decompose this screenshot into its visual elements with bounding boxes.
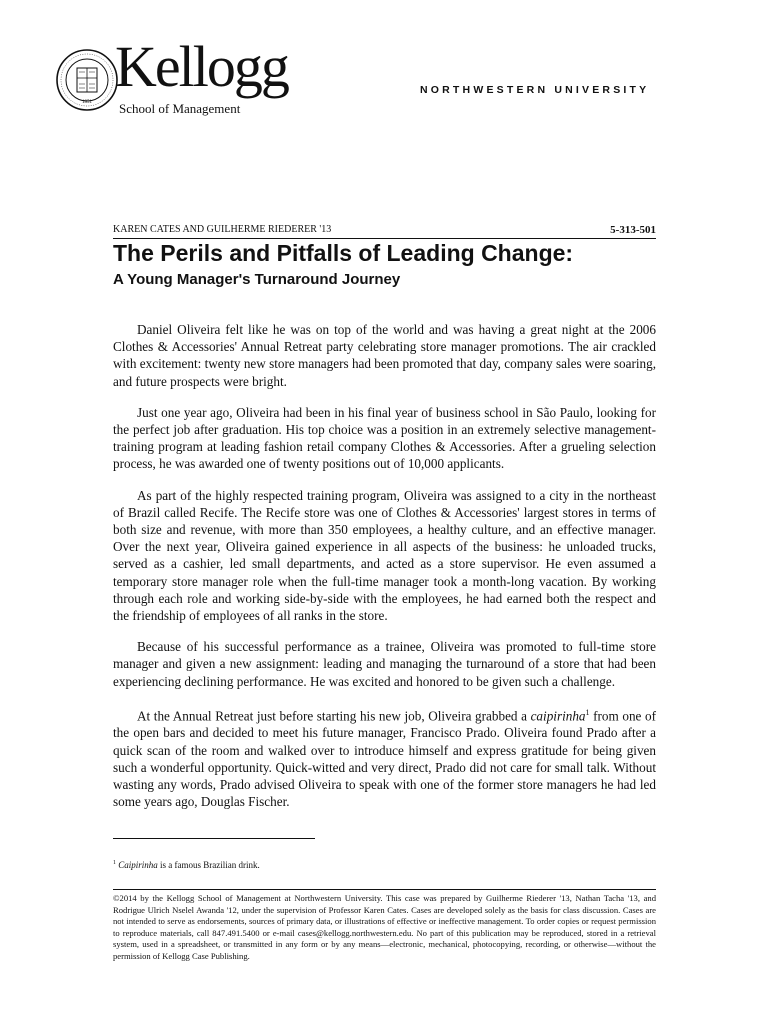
footnote	[113, 860, 656, 870]
brand-wordmark: Kellogg	[115, 34, 288, 99]
paragraph-5-after: from one of the open bars and decided to meet his future manager, Francisco Prado. Oliveira found Prado after a quick scan of the room and walked over to introduce himself and express gratitude for being given such a wonderful opportunity. Quick-witted and very direct, Prado did not care for small talk. Without wasting any words, Prado advised Oliveira to speak with one of the former store managers he had led some years ago, Douglas Fischer.	[113, 708, 656, 810]
paragraph-3: As part of the highly respected training program, Oliveira was assigned to a city in the northeast of Brazil called Recife. The Recife store was one of Clothes & Accessories' largest stores in terms of both size and revenue, with more than 350 employees, a healthy culture, and an effective manager. Over the next year, Oliveira gained experience in all aspects of the business: he unloaded trucks, served as a cashier, led small departments, and acted as a store supervisor. He even assumed a temporary store manager role when the full-time manager took a month-long vacation. By working through each role and working side-by-side with the employees, he had earned both the respect and the friendship of employees of all ranks in the store.	[113, 487, 656, 624]
footnote-divider	[113, 838, 315, 839]
footnote-ref[interactable]: 1	[585, 707, 590, 717]
copyright-notice: ©2014 by the Kellogg School of Management at Northwestern University. This case was prepared by Guilherme Riederer '13, Nathan Tacha '13, and Rodrigue Ulrich Nselel Awanda '12, under the supervision of Professor Karen Cates. Cases are developed solely as the basis for class discussion. Cases are not intended to serve as endorsements, sources of primary data, or illustrations of effective or ineffective management. To order copies or request permission to reproduce materials, call 847.491.5400 or e-mail cases@kellogg.northwestern.edu. No part of this publication may be reproduced, stored in a retrieval system, used in a spreadsheet, or transmitted in any form or by any means—electronic, mechanical, photocopying, recording, or otherwise—without the permission of Kellogg Case Publishing.	[113, 889, 656, 962]
author-line	[113, 224, 656, 239]
footnote-text: is a famous Brazilian drink.	[157, 860, 260, 870]
university-name: NORTHWESTERN UNIVERSITY	[420, 84, 650, 96]
paragraph-5-before: At the Annual Retreat just before starting his new job, Oliveira grabbed a	[137, 708, 531, 724]
case-number: 5-313-501	[610, 224, 656, 236]
paragraph-2: Just one year ago, Oliveira had been in his final year of business school in São Paulo, looking for the perfect job after graduation. His top choice was a position in an extremely selective management-training program at leading fashion retail company Clothes & Accessories. After a grueling selection process, he was awarded one of twenty positions out of 10,000 applicants.	[113, 404, 656, 472]
case-authors: KAREN CATES AND GUILHERME RIEDERER '13	[113, 224, 332, 235]
case-title: The Perils and Pitfalls of Leading Change:	[113, 240, 574, 266]
paragraph-1: Daniel Oliveira felt like he was on top of the world and was having a great night at the 2006 Clothes & Accessories' Annual Retreat party celebrating store manager promotions. The air crackled with excitement: twenty new store managers had been promoted that day, company sales were soaring, and future prospects were bright.	[113, 322, 656, 389]
brand-subtitle: School of Management	[119, 101, 241, 116]
svg-text:1851: 1851	[82, 100, 92, 105]
kellogg-logo	[55, 34, 295, 124]
footnote-term: Caipirinha	[118, 860, 158, 870]
northwestern-seal-icon	[55, 48, 119, 112]
paragraph-4: Because of his successful performance as a trainee, Oliveira was promoted to full-time store manager and given a new assignment: leading and managing the turnaround of a store that had been experiencing declining performance. He was excited and honored to be given such a challenge.	[113, 639, 656, 689]
footnote-mark: 1	[113, 860, 116, 866]
case-body	[113, 321, 656, 824]
case-subtitle: A Young Manager's Turnaround Journey	[113, 271, 401, 288]
caipirinha-term: caipirinha	[530, 708, 586, 724]
paragraph-5	[113, 704, 656, 811]
